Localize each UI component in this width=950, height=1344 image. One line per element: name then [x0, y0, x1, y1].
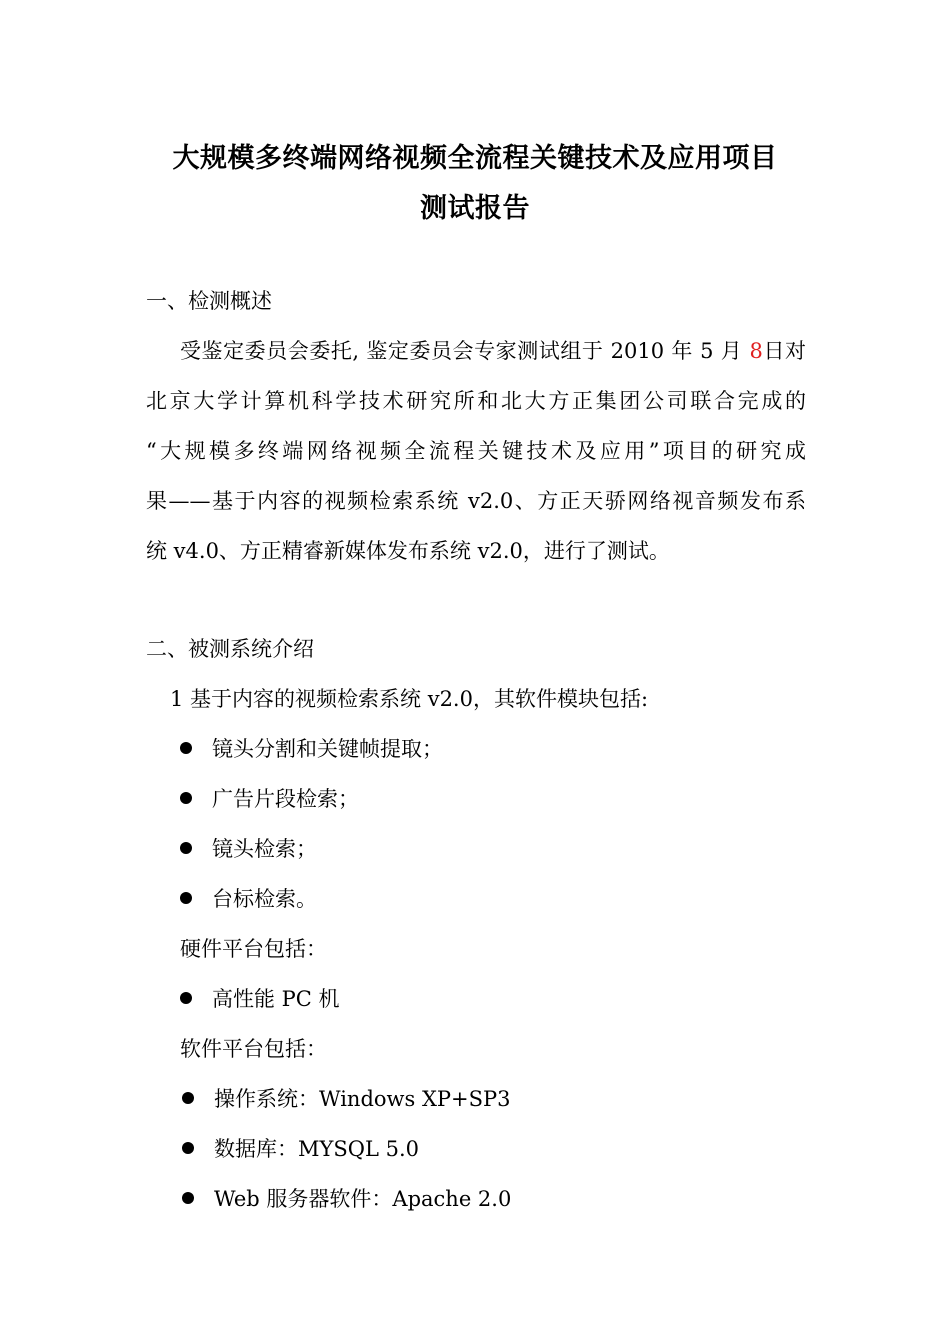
- software-item: 操作系统：Windows XP+SP3: [214, 1087, 511, 1111]
- section-1-heading: 一、检测概述: [146, 289, 272, 313]
- system-1-subheading: 1 基于内容的视频检索系统 v2.0，其软件模块包括:: [170, 687, 649, 711]
- section-2-heading: 二、被测系统介绍: [146, 637, 314, 661]
- paragraph-line-5: 统 v4.0、方正精睿新媒体发布系统 v2.0，进行了测试。: [146, 539, 670, 563]
- bullet-icon: [182, 1192, 194, 1204]
- software-item: 数据库：MYSQL 5.0: [214, 1137, 419, 1161]
- bullet-icon: [180, 792, 192, 804]
- bullet-icon: [180, 892, 192, 904]
- software-item: Web 服务器软件：Apache 2.0: [214, 1187, 512, 1211]
- module-item: 镜头分割和关键帧提取；: [212, 737, 443, 761]
- paragraph-line-3: “大规模多终端网络视频全流程关键技术及应用”项目的研究成: [146, 439, 806, 463]
- paragraph-line-4: 果——基于内容的视频检索系统 v2.0、方正天骄网络视音频发布系: [146, 489, 806, 513]
- module-item: 广告片段检索；: [212, 787, 359, 811]
- paragraph-line-2: 北京大学计算机科学技术研究所和北大方正集团公司联合完成的: [146, 389, 806, 413]
- bullet-icon: [180, 742, 192, 754]
- hardware-label: 硬件平台包括：: [180, 937, 327, 961]
- bullet-icon: [180, 992, 192, 1004]
- document-title-line-1: 大规模多终端网络视频全流程关键技术及应用项目: [172, 143, 778, 174]
- software-label: 软件平台包括：: [180, 1037, 327, 1061]
- paragraph-line-1-text: 受鉴定委员会委托, 鉴定委员会专家测试组于 2010 年 5 月: [180, 339, 743, 363]
- paragraph-line-1-end: 日对: [762, 339, 806, 363]
- module-item: 台标检索。: [212, 887, 317, 911]
- paragraph-line-1: [180, 338, 806, 364]
- bullet-icon: [182, 1142, 194, 1154]
- module-item: 镜头检索；: [212, 837, 317, 861]
- hardware-item: 高性能 PC 机: [212, 987, 340, 1011]
- bullet-icon: [180, 842, 192, 854]
- highlighted-day: 8: [749, 339, 763, 363]
- bullet-icon: [182, 1092, 194, 1104]
- document-title-line-2: 测试报告: [420, 193, 530, 224]
